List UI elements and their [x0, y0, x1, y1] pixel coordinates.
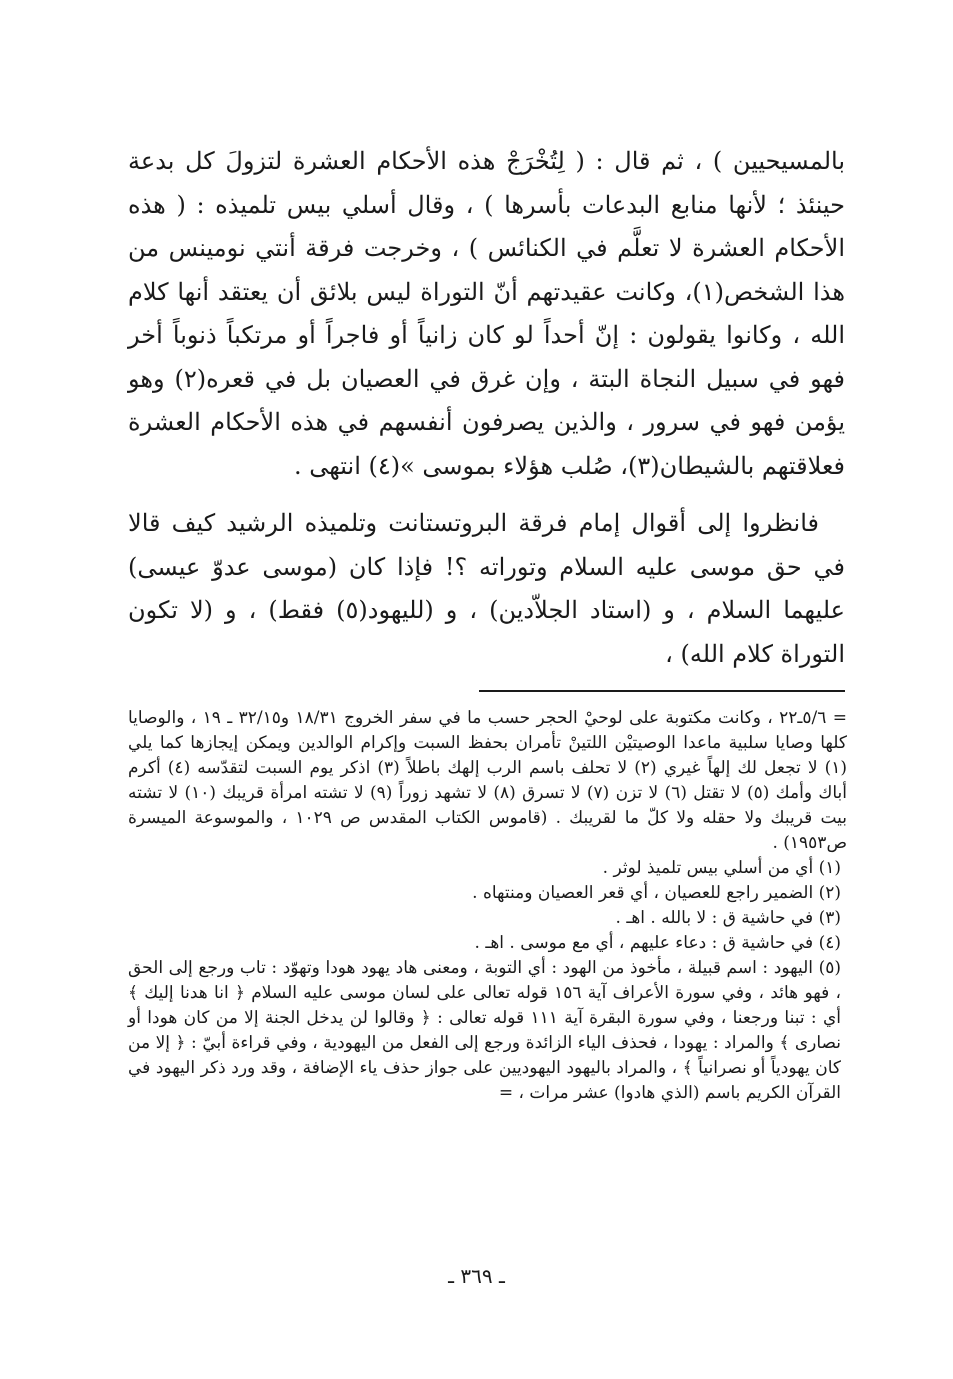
main-paragraph: بالمسيحيين ) ، ثم قال : ( لِتُخْرَجْ هذه الأحكام العشرة لتزولَ كل بدعة حينئذ ؛ لأنها منابع البدعات بأسرها ) ، وقال أسلي بيس تلميذه : ( هذه الأحكام العشرة لا تعلَّم في الكنائس ) ، وخرجت فرقة أنتي نومينس من هذا الشخص(١)، وكانت عقيدتهم أنّ التوراة ليس بلائق أن يعتقد أنها كلام الله ، وكانوا يقولون : إنّ أحداً لو كان زانياً أو فاجراً أو مرتكباً ذنوباً أخر فهو في سبيل النجاة البتة ، وإن غرق في العصيان بل في قعره(٢) وهو يؤمن فهو في سرور ، والذين يصرفون أنفسهم في هذه الأحكام العشرة فعلاقتهم بالشيطان(٣)، صُلب هؤلاء بموسى »(٤) انتهى .: [128, 147, 846, 480]
footnotes: [128, 706, 847, 1106]
main-paragraph: فانظروا إلى أقوال إمام فرقة البروتستانت وتلميذه الرشيد كيف قالا في حق موسى عليه السلام وتوراته ؟! فإذا كان (موسى عدوّ عيسى) عليهما السلام ، و (استاد الجلاّدين) ، و (لليهود(٥) فقط) ، و (لا تكون التوراة كلام الله) ،: [128, 509, 845, 668]
footnote-continuation: = ٥/٦ـ٢٢ ، وكانت مكتوبة على لوحيْ الحجر حسب ما في سفر الخروج ١٨/٣١ و٣٢/١٥ ـ ١٩ ، والوصايا كلها وصايا سلبية ماعدا الوصيتيْن اللتينْ تأمران بحفظ السبت وإكرام الوالدين ويمكن إيجازها كما يلي (١) لا تجعل لك إلهاً غيري (٢) لا تحلف باسم الرب إلهك باطلاً (٣) اذكر يوم السبت لتقدّسه (٤) أكرم أباك وأمك (٥) لا تقتل (٦) لا تزن (٧) لا تسرق (٨) لا تشهد زوراً (٩) لا تشته امرأة قريبك (١٠) لا تشته بيت قريبك ولا حقله ولا كلّ ما لقريبك . (قاموس الكتاب المقدس ص ١٠٢٩ ، والموسوعة الميسرة ص١٩٥٣) .: [128, 708, 848, 853]
footnote-2: (٢) الضمير راجع للعصيان ، أي قعر العصيان ومنتهاه .: [472, 883, 841, 903]
footnote-4: (٤) في حاشية ق : دعاء عليهم ، أي مع موسى . اهـ .: [474, 933, 841, 953]
footnote-5: (٥) اليهود : اسم قبيلة ، مأخوذ من الهود : أي التوبة ، ومعنى هاد يهود هودا وتهوّد : تاب ورجع إلى الحق ، فهو هائد ، وفي سورة الأعراف آية ١٥٦ قوله تعالى على لسان موسى عليه السلام ﴿ انا هدنا إليك ﴾ أي : تبنا ورجعنا ، وفي سورة البقرة آية ١١١ قوله تعالى : ﴿ وقالوا لن يدخل الجنة إلا من كان هودا أو نصارى ﴾ والمراد : يهودا ، فحذف الياء الزائدة ورجع إلى الفعل من اليهودية ، وفي قراءة أبيّ : ﴿ إلا من كان يهودياً أو نصرانياً ﴾ ، والمراد باليهود اليهوديين على جواز حذف ياء الإضافة ، وقد ورد ذكر اليهود في القرآن الكريم باسم (الذي هادوا) عشر مرات ، =: [128, 958, 842, 1103]
main-text: [128, 140, 845, 676]
page-number: ـ ٣٦٩ ـ: [448, 1264, 505, 1288]
footnote-3: (٣) في حاشية ق : لا بالله . اهـ .: [615, 908, 841, 928]
footnote-separator: [479, 690, 845, 692]
footnote-1: (١) أي من أسلي بيس تلميذ لوثر .: [602, 858, 841, 878]
